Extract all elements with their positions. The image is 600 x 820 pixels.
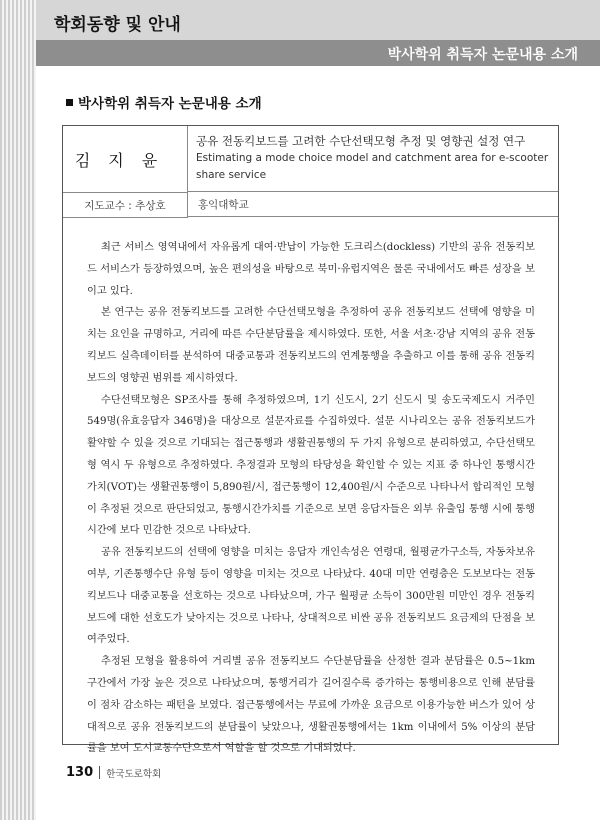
footer-divider <box>99 766 100 779</box>
publisher-name: 한국도로학회 <box>106 768 162 780</box>
header-subtitle: 박사학위 취득자 논문내용 소개 <box>387 47 578 63</box>
abstract-body <box>87 237 535 760</box>
abstract-paragraph: 최근 서비스 영역내에서 자유롭게 대여·반납이 가능한 도크리스(dockless) 기반의 공유 전동킥보드 서비스가 등장하였으며, 높은 편의성을 바탕으로 북미·유럽지역은 물론 국내에서도 빠른 성장을 보이고 있다. <box>87 242 535 297</box>
page-number: 130 <box>66 765 94 780</box>
page-footer <box>66 765 161 780</box>
header-title: 학회동향 및 안내 <box>54 15 181 35</box>
university: 홍익대학교 <box>188 193 558 217</box>
thesis-frame <box>62 125 559 755</box>
decorative-side-strip <box>0 0 36 820</box>
advisor: 지도교수 : 추상호 <box>63 193 188 218</box>
section-heading-text: 박사학위 취득자 논문내용 소개 <box>78 96 262 112</box>
thesis-title-korean: 공유 전동킥보드를 고려한 수단선택모형 추정 및 영향권 설정 연구 <box>196 134 526 148</box>
abstract-paragraph: 추정된 모형을 활용하여 거리별 공유 전동킥보드 수단분담률을 산정한 결과 분담률은 0.5~1km 구간에서 가장 높은 것으로 나타났으며, 통행거리가 길어질수록 증가하는 통행비용으로 인해 분담률이 점차 감소하는 패턴을 보였다. 접근통행에서는 무료에 가까운 요금으로 이용가능한 버스가 있어 상대적으로 공유 전동킥보드의 분담률이 낮았으나, 생활권통행에서는 1km 이내에서 5% 이상의 분담률을 보여 도시교통수단으로서 역할을 할 것으로 기대되었다. <box>87 656 535 755</box>
abstract-paragraph: 공유 전동킥보드의 선택에 영향을 미치는 응답자 개인속성은 연령대, 월평균가구소득, 자동차보유여부, 기존통행수단 유형 등이 영향을 미치는 것으로 나타났다. 40대 미만 연령층은 도보보다는 전동킥보드나 대중교통을 선호하는 것으로 나타났으며, 가구 월평균 소득이 300만원 미만인 경우 전동킥보드에 대한 선호도가 낮아지는 것으로 나타나, 상대적으로 비싼 공유 전동킥보드 요금제의 단점을 보여주었다. <box>87 547 535 646</box>
abstract-paragraph: 본 연구는 공유 전동킥보드를 고려한 수단선택모형을 추정하여 공유 전동킥보드 선택에 영향을 미치는 요인을 규명하고, 거리에 따른 수단분담률을 제시하였다. 또한, 서울 서초·강남 지역의 공유 전동킥보드 실측데이터를 분석하여 대중교통과 전동킥보드의 연계통행을 추출하고 이를 통해 공유 전동킥보드의 영향권 범위를 제시하였다. <box>87 307 535 384</box>
thesis-title-cell <box>188 126 558 192</box>
section-heading <box>66 92 262 112</box>
author-name: 김지윤 <box>63 126 188 193</box>
abstract-paragraph: 수단선택모형은 SP조사를 통해 추정하였으며, 1기 신도시, 2기 신도시 및 송도국제도시 거주민 549명(유효응답자 346명)을 대상으로 설문자료를 수집하였다. 설문 시나리오는 공유 전동킥보드가 활약할 수 있을 것으로 기대되는 접근통행과 생활권통행의 두 가지 유형으로 분리하였고, 수단선택모형 역시 두 유형으로 추정하였다. 추정결과 모형의 타당성을 확인할 수 있는 지표 중 하나인 통행시간가치(VOT)는 생활권통행이 5,890원/시, 접근통행이 12,400원/시 수준으로 나타나서 합리적인 모형이 추정된 것으로 판단되었고, 통행시간가치를 기준으로 보면 응답자들은 외부 유출입 통행 시에 통행시간에 보다 민감한 것으로 나타났다. <box>87 394 535 537</box>
thesis-title-english: Estimating a mode choice model and catchment area for e-scooter share service <box>196 152 549 181</box>
square-bullet-icon <box>66 99 73 106</box>
